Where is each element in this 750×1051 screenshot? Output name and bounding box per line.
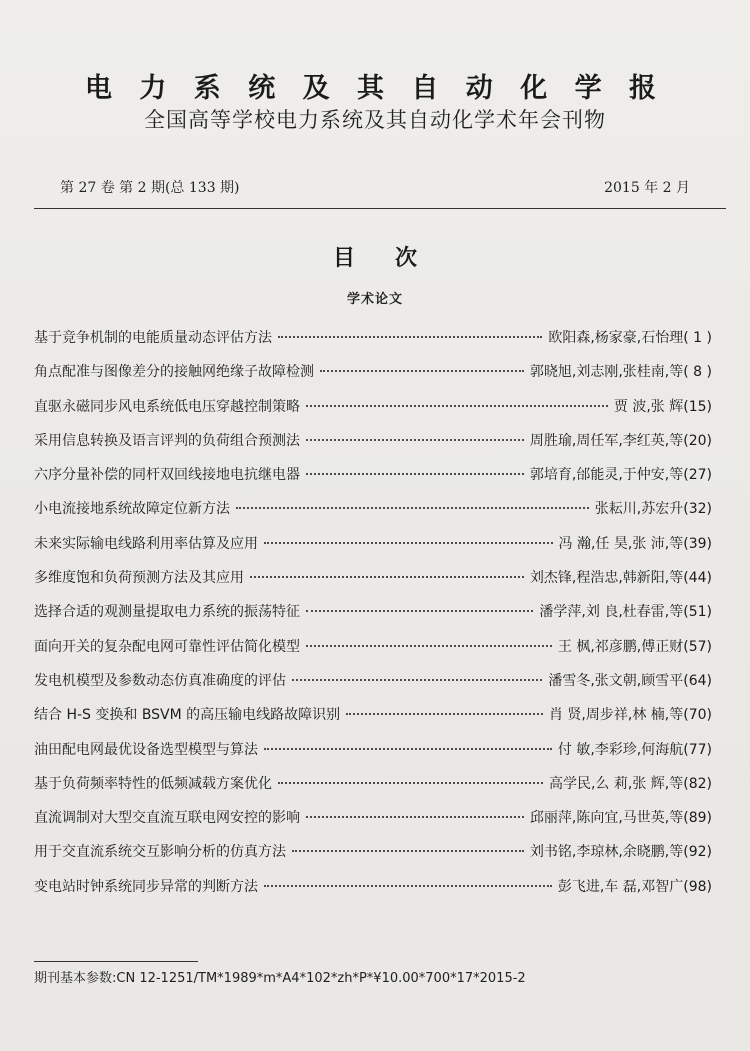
header-divider [34, 208, 726, 209]
dot-leader [306, 645, 552, 647]
toc-entry[interactable] [34, 704, 712, 738]
toc-entry-authors: 潘雪冬,张文朝,顾雪平 [548, 672, 684, 689]
dot-leader [292, 850, 524, 852]
toc-entry-title: 六序分量补偿的同杆双回线接地电抗继电器 [34, 467, 300, 484]
toc-entry-title: 发电机模型及参数动态仿真准确度的评估 [34, 672, 286, 689]
toc-entry-page: ( 27 ) [683, 467, 712, 483]
toc-entry-page: ( 89 ) [683, 810, 712, 826]
toc-entry-title: 油田配电网最优设备选型模型与算法 [34, 741, 258, 758]
toc-entry-title: 角点配准与图像差分的接触网绝缘子故障检测 [34, 364, 314, 381]
toc-entry-title: 小电流接地系统故障定位新方法 [34, 501, 230, 518]
toc-entry-page: ( 77 ) [683, 742, 712, 758]
section-label: 学术论文 [346, 292, 403, 307]
toc-entry-page: ( 92 ) [683, 844, 712, 860]
toc-entry-page: ( 44 ) [683, 570, 712, 586]
toc-entry[interactable] [34, 361, 712, 395]
toc-entry[interactable] [34, 739, 712, 773]
toc-entry-authors: 付 敏,李彩珍,何海航 [557, 741, 684, 758]
dot-leader [306, 816, 524, 818]
toc-entry-authors: 潘学萍,刘 良,杜春雷,等 [539, 604, 684, 621]
toc-entry[interactable] [34, 464, 712, 498]
dot-leader [264, 542, 553, 544]
toc-entry-page: ( 32 ) [683, 501, 712, 517]
toc-entry-authors: 王 枫,祁彦鹏,傅正财 [557, 638, 684, 655]
toc-entry-title: 结合 H-S 变换和 BSVM 的高压输电线路故障识别 [34, 707, 341, 724]
toc-entry[interactable] [34, 841, 712, 875]
dot-leader [306, 473, 524, 475]
toc-entry[interactable] [34, 567, 712, 601]
toc-entry[interactable] [34, 807, 712, 841]
toc-entry[interactable] [34, 670, 712, 704]
dot-leader [278, 336, 542, 338]
toc-entry[interactable] [34, 430, 712, 464]
toc-entry-title: 直驱永磁同步风电系统低电压穿越控制策略 [34, 398, 300, 415]
toc-entry-authors: 张耘川,苏宏升 [594, 501, 684, 518]
toc-entry[interactable] [34, 601, 712, 635]
toc-entry[interactable] [34, 498, 712, 532]
toc-entry-authors: 彭飞进,车 磊,邓智广 [557, 878, 684, 895]
dot-leader [320, 370, 524, 372]
dot-leader [306, 405, 608, 407]
contents-heading: 目次 [332, 246, 457, 271]
toc-entry-authors: 欧阳森,杨家豪,石怡理 [548, 330, 684, 346]
toc-entry-authors: 郭晓旭,刘志刚,张桂南,等 [529, 364, 684, 381]
toc-entry-page: ( 57 ) [683, 639, 712, 655]
toc-entry-authors: 贾 波,张 辉 [613, 398, 684, 415]
dot-leader [250, 576, 524, 578]
toc-entry-title: 选择合适的观测量提取电力系统的振荡特征 [34, 604, 300, 621]
toc-entry-page: ( 98 ) [683, 879, 712, 895]
toc-entry-title: 采用信息转换及语言评判的负荷组合预测法 [34, 432, 300, 449]
toc-entry[interactable] [34, 636, 712, 670]
dot-leader [346, 713, 543, 715]
toc-entry-title: 直流调制对大型交直流互联电网安控的影响 [34, 810, 300, 827]
toc-entry-authors: 郭培育,邰能灵,于仲安,等 [529, 467, 684, 484]
journal-subtitle: 全国高等学校电力系统及其自动化学术年会刊物 [144, 108, 606, 132]
journal-title: 电 力 系 统 及 其 自 动 化 学 报 [85, 73, 665, 104]
toc-entry-page: ( 51 ) [683, 604, 712, 620]
dot-leader [264, 885, 552, 887]
toc-entry-authors: 刘杰锋,程浩忠,韩新阳,等 [529, 570, 684, 587]
toc-entry-page: ( 1 ) [683, 330, 712, 346]
toc-entry-authors: 冯 瀚,任 昊,张 沛,等 [558, 535, 684, 552]
toc-entry[interactable] [34, 327, 712, 361]
dot-leader [306, 610, 533, 612]
journal-parameters: 期刊基本参数:CN 12-1251/TM*1989*m*A4*102*zh*P*¥10.00*700*17*2015-2 [34, 971, 526, 986]
toc-entry-title: 基于负荷频率特性的低频减载方案优化 [34, 775, 272, 792]
toc-entry-title: 未来实际输电线路利用率估算及应用 [34, 535, 258, 552]
toc-entry-authors: 邱丽萍,陈向宜,马世英,等 [529, 810, 684, 827]
toc-entry-page: ( 15 ) [683, 399, 712, 415]
toc-entry-page: ( 70 ) [683, 707, 712, 723]
footer-divider [34, 961, 198, 962]
toc-entry[interactable] [34, 876, 712, 910]
toc-entry-page: ( 20 ) [683, 433, 712, 449]
toc-entry[interactable] [34, 773, 712, 807]
toc-entry-page: ( 64 ) [683, 673, 712, 689]
toc-entry-title: 面向开关的复杂配电网可靠性评估简化模型 [34, 638, 300, 655]
table-of-contents [34, 327, 712, 910]
toc-entry-page: ( 82 ) [683, 776, 712, 792]
toc-entry-authors: 刘书铭,李琼林,余晓鹏,等 [529, 844, 684, 861]
toc-entry-authors: 高学民,么 莉,张 辉,等 [548, 775, 684, 792]
issue-date: 2015 年 2 月 [604, 180, 690, 196]
toc-entry-title: 多维度饱和负荷预测方法及其应用 [34, 570, 244, 587]
toc-entry[interactable] [34, 396, 712, 430]
dot-leader [292, 679, 542, 681]
toc-entry-title: 用于交直流系统交互影响分析的仿真方法 [34, 844, 286, 861]
dot-leader [306, 439, 524, 441]
dot-leader [236, 507, 589, 509]
toc-entry-page: ( 8 ) [683, 364, 712, 380]
dot-leader [264, 748, 552, 750]
toc-entry-authors: 肖 贤,周步祥,林 楠,等 [548, 707, 684, 724]
toc-entry-authors: 周胜瑜,周任军,李红英,等 [529, 432, 684, 449]
toc-entry-title: 基于竞争机制的电能质量动态评估方法 [34, 330, 272, 346]
toc-entry-title: 变电站时钟系统同步异常的判断方法 [34, 878, 258, 895]
dot-leader [278, 782, 543, 784]
toc-entry-page: ( 39 ) [683, 536, 712, 552]
toc-entry[interactable] [34, 533, 712, 567]
issue-volume-number: 第 27 卷 第 2 期(总 133 期) [60, 180, 240, 196]
